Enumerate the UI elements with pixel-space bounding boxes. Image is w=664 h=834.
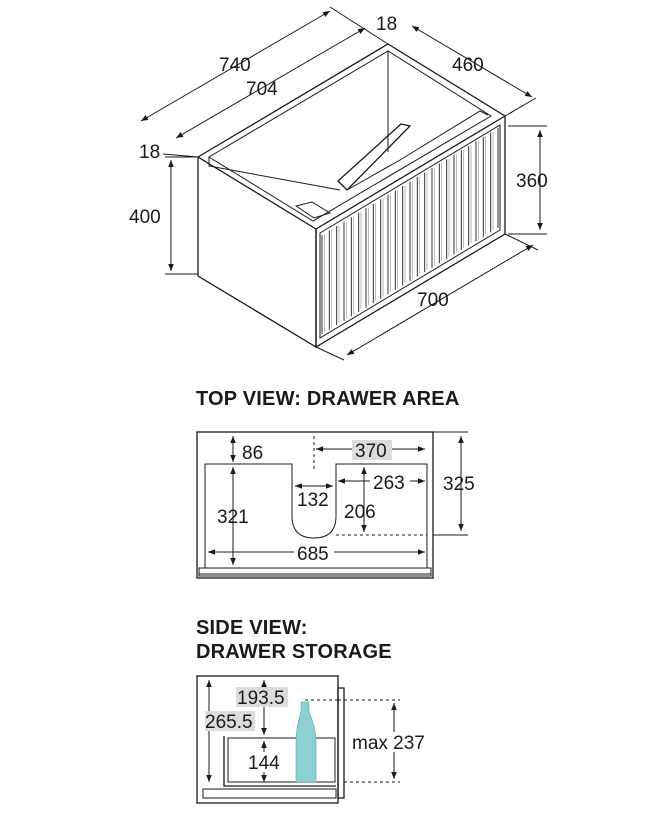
dim-325: [433, 432, 475, 535]
isometric-cabinet: [198, 44, 505, 347]
label-321: 321: [217, 507, 249, 528]
dim-740: [141, 7, 388, 121]
label-460: 460: [452, 55, 484, 76]
side-view-heading-line1: SIDE VIEW:: [196, 617, 308, 639]
label-18-top: 18: [376, 14, 398, 35]
label-370: 370: [355, 441, 387, 462]
side-view-heading-line2: DRAWER STORAGE: [196, 641, 392, 663]
internal-shelf: [296, 111, 488, 218]
dim-400: [129, 157, 198, 274]
cabinet-left-side: [198, 157, 316, 347]
label-400: 400: [129, 207, 161, 228]
top-view-front-strip: [199, 568, 431, 576]
dim-144: [246, 741, 284, 782]
dim-360: [508, 126, 548, 234]
label-265-5: 265.5: [205, 712, 253, 733]
internal-divider: [338, 124, 410, 190]
dim-685: [208, 543, 425, 565]
label-max-237: max 237: [352, 733, 425, 754]
label-325: 325: [443, 474, 475, 495]
label-206: 206: [344, 502, 376, 523]
label-360: 360: [516, 171, 548, 192]
label-263: 263: [373, 473, 405, 494]
dim-18-top: [376, 14, 397, 35]
side-view-drawer-front: [338, 688, 344, 798]
drawer-flutes: [322, 128, 498, 334]
label-18-left: 18: [139, 142, 161, 163]
bottle-icon: [296, 702, 316, 782]
dim-132: [295, 486, 333, 511]
dim-86: [233, 436, 263, 464]
dim-704: [176, 28, 365, 138]
dim-321: [217, 467, 249, 565]
dim-460: [412, 26, 536, 116]
dim-18-left: [139, 142, 198, 163]
label-740: 740: [219, 55, 251, 76]
side-view-base: [203, 789, 336, 798]
dim-263: [338, 472, 425, 494]
label-704: 704: [246, 79, 278, 100]
cabinet-top-inner: [209, 51, 491, 221]
label-700: 700: [417, 290, 449, 311]
label-144: 144: [248, 753, 280, 774]
dim-370: [316, 440, 425, 462]
label-685: 685: [297, 544, 329, 565]
label-193-5: 193.5: [237, 688, 285, 709]
label-86: 86: [242, 443, 264, 464]
dim-max-237: [350, 703, 436, 779]
top-view-heading: TOP VIEW: DRAWER AREA: [196, 388, 460, 410]
label-132: 132: [297, 490, 329, 511]
